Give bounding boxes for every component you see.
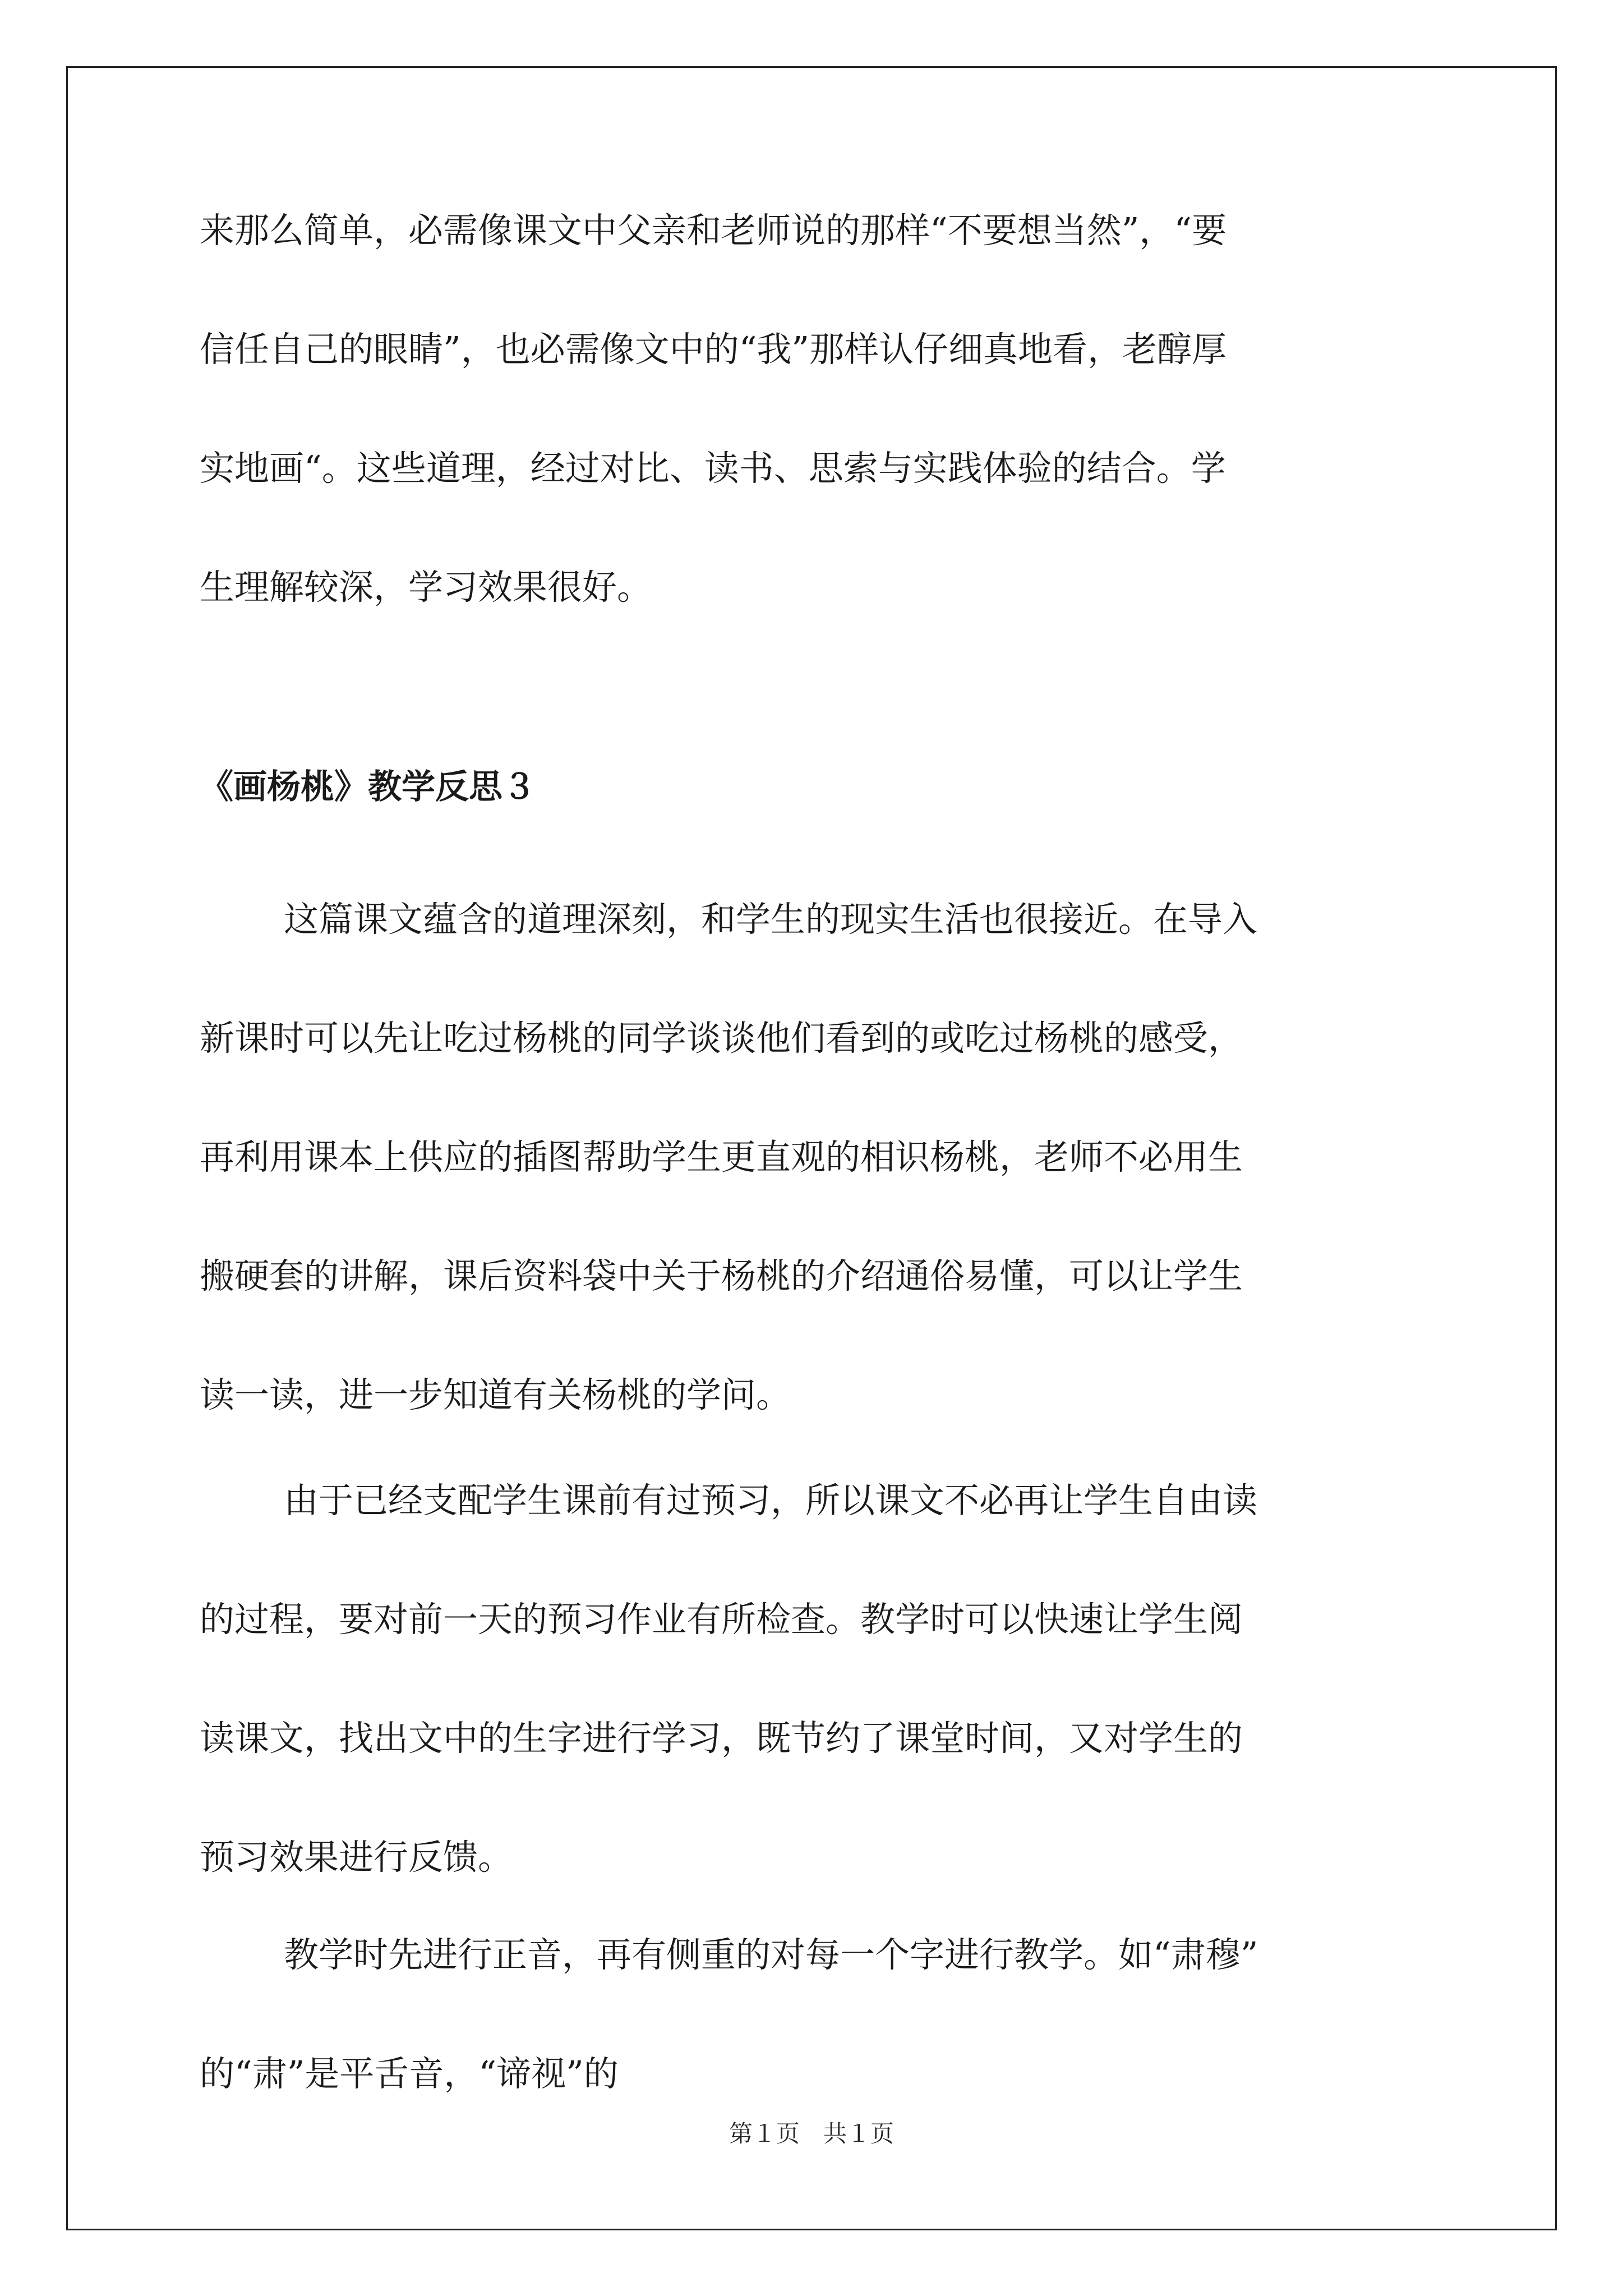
paragraph-1	[200, 210, 1227, 608]
text-line: 读一读，进一步知道有关杨桃的学问。	[200, 1374, 791, 1415]
text-line: 教学时先进行正音，再有侧重的对每一个字进行教学。如“肃穆”	[284, 1934, 1258, 1975]
text-line: 再利用课本上供应的插图帮助学生更直观的相识杨桃，老师不必用生	[200, 1137, 1243, 1177]
paragraph-3	[200, 1480, 1258, 1878]
text-line: 搬硬套的讲解，课后资料袋中关于杨桃的介绍通俗易懂，可以让学生	[200, 1255, 1243, 1296]
text-line: 由于已经支配学生课前有过预习，所以课文不必再让学生自由读	[284, 1480, 1258, 1521]
page-footer: 第１页 共１页	[728, 2120, 894, 2147]
text-line: 信任自己的眼睛”，也必需像文中的“我”那样认仔细真地看，老醇厚	[200, 329, 1227, 370]
text-line: 生理解较深，学习效果很好。	[200, 567, 652, 608]
text-line: 这篇课文蕴含的道理深刻，和学生的现实生活也很接近。在导入	[284, 899, 1258, 940]
paragraph-2	[200, 899, 1258, 1415]
text-line: 实地画“。这些道理，经过对比、读书、思索与实践体验的结合。学	[200, 448, 1226, 489]
paragraph-4	[200, 1934, 1258, 2094]
text-line: 来那么简单，必需像课文中父亲和老师说的那样“不要想当然”，“要	[200, 210, 1227, 251]
section-heading: 《画杨桃》教学反思３	[200, 767, 536, 807]
text-line: 新课时可以先让吃过杨桃的同学谈谈他们看到的或吃过杨桃的感受，	[200, 1018, 1243, 1059]
text-line: 读课文，找出文中的生字进行学习，既节约了课堂时间，又对学生的	[200, 1718, 1243, 1759]
text-line: 的过程，要对前一天的预习作业有所检查。教学时可以快速让学生阅	[200, 1599, 1243, 1640]
text-line: 预习效果进行反馈。	[200, 1837, 513, 1878]
text-line: 的“肃”是平舌音，“谛视”的	[200, 2053, 619, 2094]
